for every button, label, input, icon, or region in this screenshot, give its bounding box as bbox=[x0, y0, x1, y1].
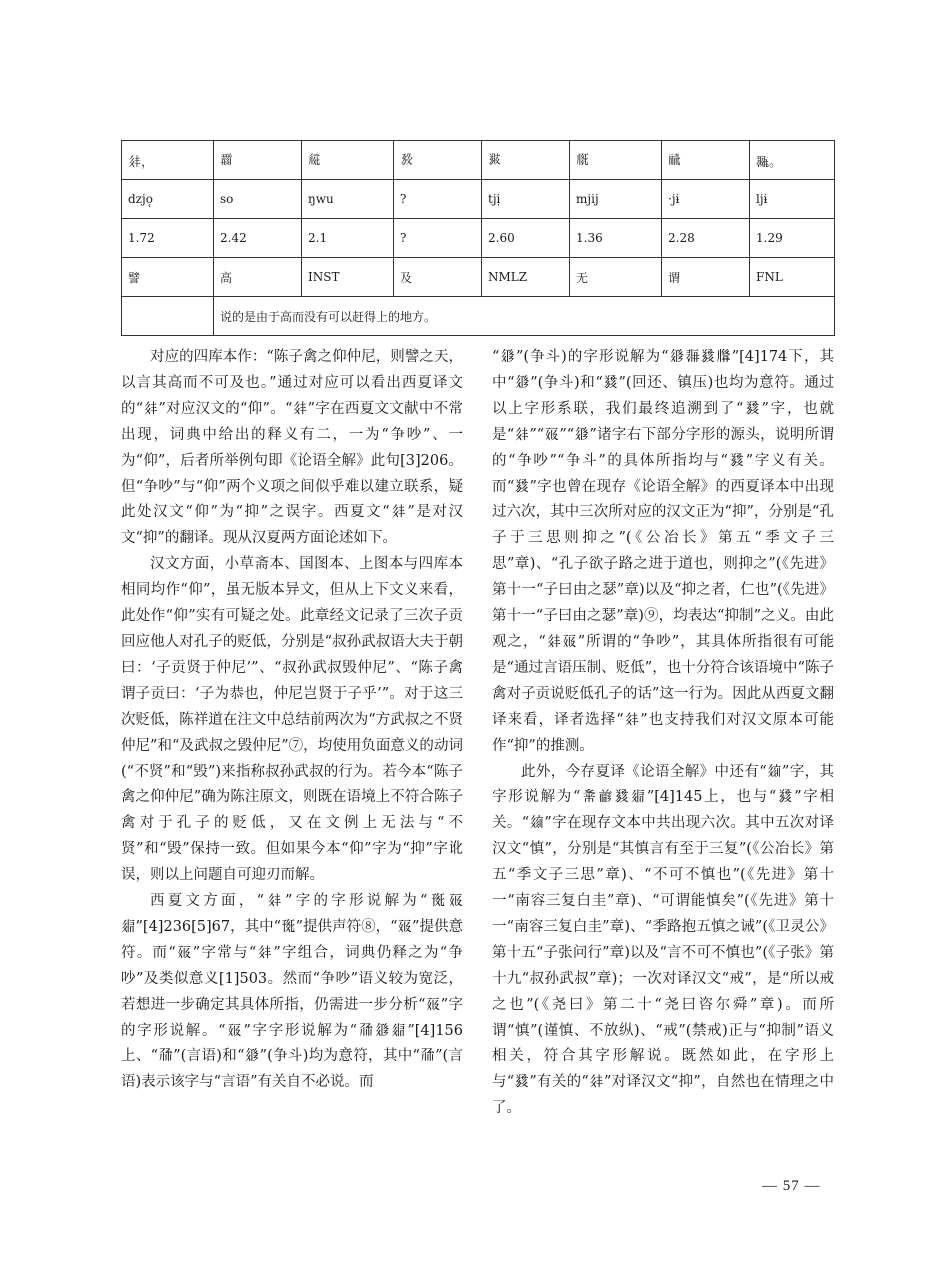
table-cell: 及 bbox=[394, 258, 482, 297]
reading-row bbox=[122, 180, 835, 219]
left-text-column bbox=[121, 345, 463, 1096]
table-cell: 𗖵。 bbox=[750, 141, 835, 180]
paragraph: 对应的四库本作：“陈子禽之仰仲尼，则譬之天，以言其高而不可及也。”通过对应可以看出西夏译文的“𗢳”对应汉文的“仰”。“𗢳”字在西夏文文献中不常出现，词典中给出的释义有二，一为“争吵”、一为“仰”，后者所举例句即《论语全解》此句[3]206。但“争吵”与“仰”两个义项之间似乎难以建立联系，疑此处汉文“仰”为“抑”之误字。西夏文“𗢳”是对汉文“抑”的翻译。现从汉夏两方面论述如下。 bbox=[121, 349, 463, 547]
table-cell: so bbox=[214, 180, 302, 219]
table-cell: ŋwu bbox=[302, 180, 394, 219]
gloss-table bbox=[121, 140, 835, 336]
right-text-column bbox=[492, 345, 834, 1122]
paragraph: 西夏文方面，“𗢳”字的字形说解为“𗍊𗡞𗤋”[4]236[5]67，其中“𗍊”提供声符⑧，“𗡞”提供意符。而“𗡞”字常与“𗢳”字组合，词典仍释之为“争吵”及类似意义[1]503。然而“争吵”语义较为宽泛，若想进一步确定其具体所指，仍需进一步分析“𗡞”字的字形说解。“𗡞”字字形说解为“𗗙𗤁𗤋”[4]156上、“𗗙”(言语)和“𗤁”(争斗)均为意符，其中“𗗙”(言语)表示该字与“言语”有关自不必说。而 bbox=[121, 893, 463, 1091]
paragraph: “𗤁”(争斗)的字形说解为“𗤁𗖐𗯿𗆄”[4]174下，其中“𗤁”(争斗)和“𗯿”(回还、镇压)也均为意符。通过以上字形系联，我们最终追溯到了“𗯿”字，也就是“𗢳”“𗡞”“𗤁”诸字右下部分字形的源头，说明所谓的“争吵”“争斗”的具体所指均与“𗯿”字义有关。而“𗯿”字也曾在现存《论语全解》的西夏译本中出现过六次，其中三次所对应的汉文正为“抑”，分别是“孔子于三思则抑之”(《公冶长》第五“季文子三思”章)、“孔子欲子路之进于道也，则抑之”(《先进》第十一“子曰由之瑟”章)以及“抑之者，仁也”(《先进》第十一“子曰由之瑟”章)⑨，均表达“抑制”之义。由此观之，“𗢳𗡞”所谓的“争吵”，其具体所指很有可能是“通过言语压制、贬低”，也十分符合该语境中“陈子禽对子贡说贬低孔子的话”这一行为。因此从西夏文翻译来看，译者选择“𗢳”也支持我们对汉文原本可能作“抑”的推测。 bbox=[492, 349, 834, 754]
table-cell: FNL bbox=[750, 258, 835, 297]
table-cell: 无 bbox=[570, 258, 662, 297]
page-number: — 57 — bbox=[762, 1178, 821, 1194]
table-cell: 𗏁 bbox=[302, 141, 394, 180]
table-cell: 1.72 bbox=[122, 219, 214, 258]
table-cell: 𗅋 bbox=[570, 141, 662, 180]
table-cell: NMLZ bbox=[482, 258, 570, 297]
table-cell: 谓 bbox=[662, 258, 750, 297]
translation-row bbox=[122, 297, 835, 336]
table-cell: ljɨ bbox=[750, 180, 835, 219]
table-cell: ? bbox=[394, 180, 482, 219]
paragraph: 此外，今存夏译《论语全解》中还有“𗦻”字，其字形说解为“𗐏𗑗𗯿𗤋”[4]145上，也与“𗯿”字相关。“𗦻”字在现存文本中共出现六次。其中五次对译汉文“慎”，分别是“其慎言有至于三复”(《公冶长》第五“季文子三思”章)、“不可不慎也”(《先进》第十一“南容三复白圭”章)、“可谓能慎矣”(《先进》第十一“南容三复白圭”章)、“季路抱五慎之诫”(《卫灵公》第十五“子张问行”章)以及“言不可不慎也”(《子张》第十九“叔孙武叔”章)；一次对译汉文“戒”，是“所以戒之也”(《尧曰》第二十“尧曰咨尔舜”章)。而所谓“慎”(谨慎、不放纵)、“戒”(禁戒)正与“抑制”语义相关，符合其字形解说。既然如此，在字形上与“𗯿”有关的“𗢳”对译汉文“抑”，自然也在情理之中了。 bbox=[492, 763, 834, 1117]
table-cell: tjị bbox=[482, 180, 570, 219]
table-cell bbox=[122, 297, 214, 336]
table-cell: 𗯴 bbox=[482, 141, 570, 180]
dictionary-number-row bbox=[122, 219, 835, 258]
table-cell: 譬 bbox=[122, 258, 214, 297]
table-cell: dzjo̜ bbox=[122, 180, 214, 219]
tangut-script-row bbox=[122, 141, 835, 180]
translation-cell: 说的是由于高而没有可以赶得上的地方。 bbox=[214, 297, 835, 336]
table-cell: 2.42 bbox=[214, 219, 302, 258]
table-cell: 1.29 bbox=[750, 219, 835, 258]
table-cell: INST bbox=[302, 258, 394, 297]
table-cell: 𗟻 bbox=[662, 141, 750, 180]
table-cell: 2.28 bbox=[662, 219, 750, 258]
table-cell: 1.36 bbox=[570, 219, 662, 258]
table-cell: 𗉔 bbox=[394, 141, 482, 180]
paragraph: 汉文方面，小草斋本、国图本、上图本与四库本相同均作“仰”，虽无版本异文，但从上下文义来看，此处作“仰”实有可疑之处。此章经文记录了三次子贡回应他人对孔子的贬低，分别是“叔孙武叔语大夫于朝曰：‘子贡贤于仲尼’”、“叔孙武叔毁仲尼”、“陈子禽谓子贡曰：‘子为恭也，仲尼岂贤于子乎’”。对于这三次贬低，陈祥道在注文中总结前两次为“方武叔之不贤仲尼”和“及武叔之毁仲尼”⑦，均使用负面意义的动词(“不贤”和“毁”)来指称叔孙武叔的行为。若今本“陈子禽之仰仲尼”确为陈注原文，则既在语境上不符合陈子禽对于孔子的贬低，又在文例上无法与“不贤”和“毁”保持一致。但如果今本“仰”字为“抑”字讹误，则以上问题自可迎刃而解。 bbox=[121, 556, 463, 884]
table-cell: ? bbox=[394, 219, 482, 258]
table-cell: 2.1 bbox=[302, 219, 394, 258]
gloss-row bbox=[122, 258, 835, 297]
table-cell: 2.60 bbox=[482, 219, 570, 258]
table-cell: 𗵆 bbox=[214, 141, 302, 180]
table-cell: ·jɨ bbox=[662, 180, 750, 219]
table-cell: mjij bbox=[570, 180, 662, 219]
table-cell: 𗢳， bbox=[122, 141, 214, 180]
table-cell: 高 bbox=[214, 258, 302, 297]
